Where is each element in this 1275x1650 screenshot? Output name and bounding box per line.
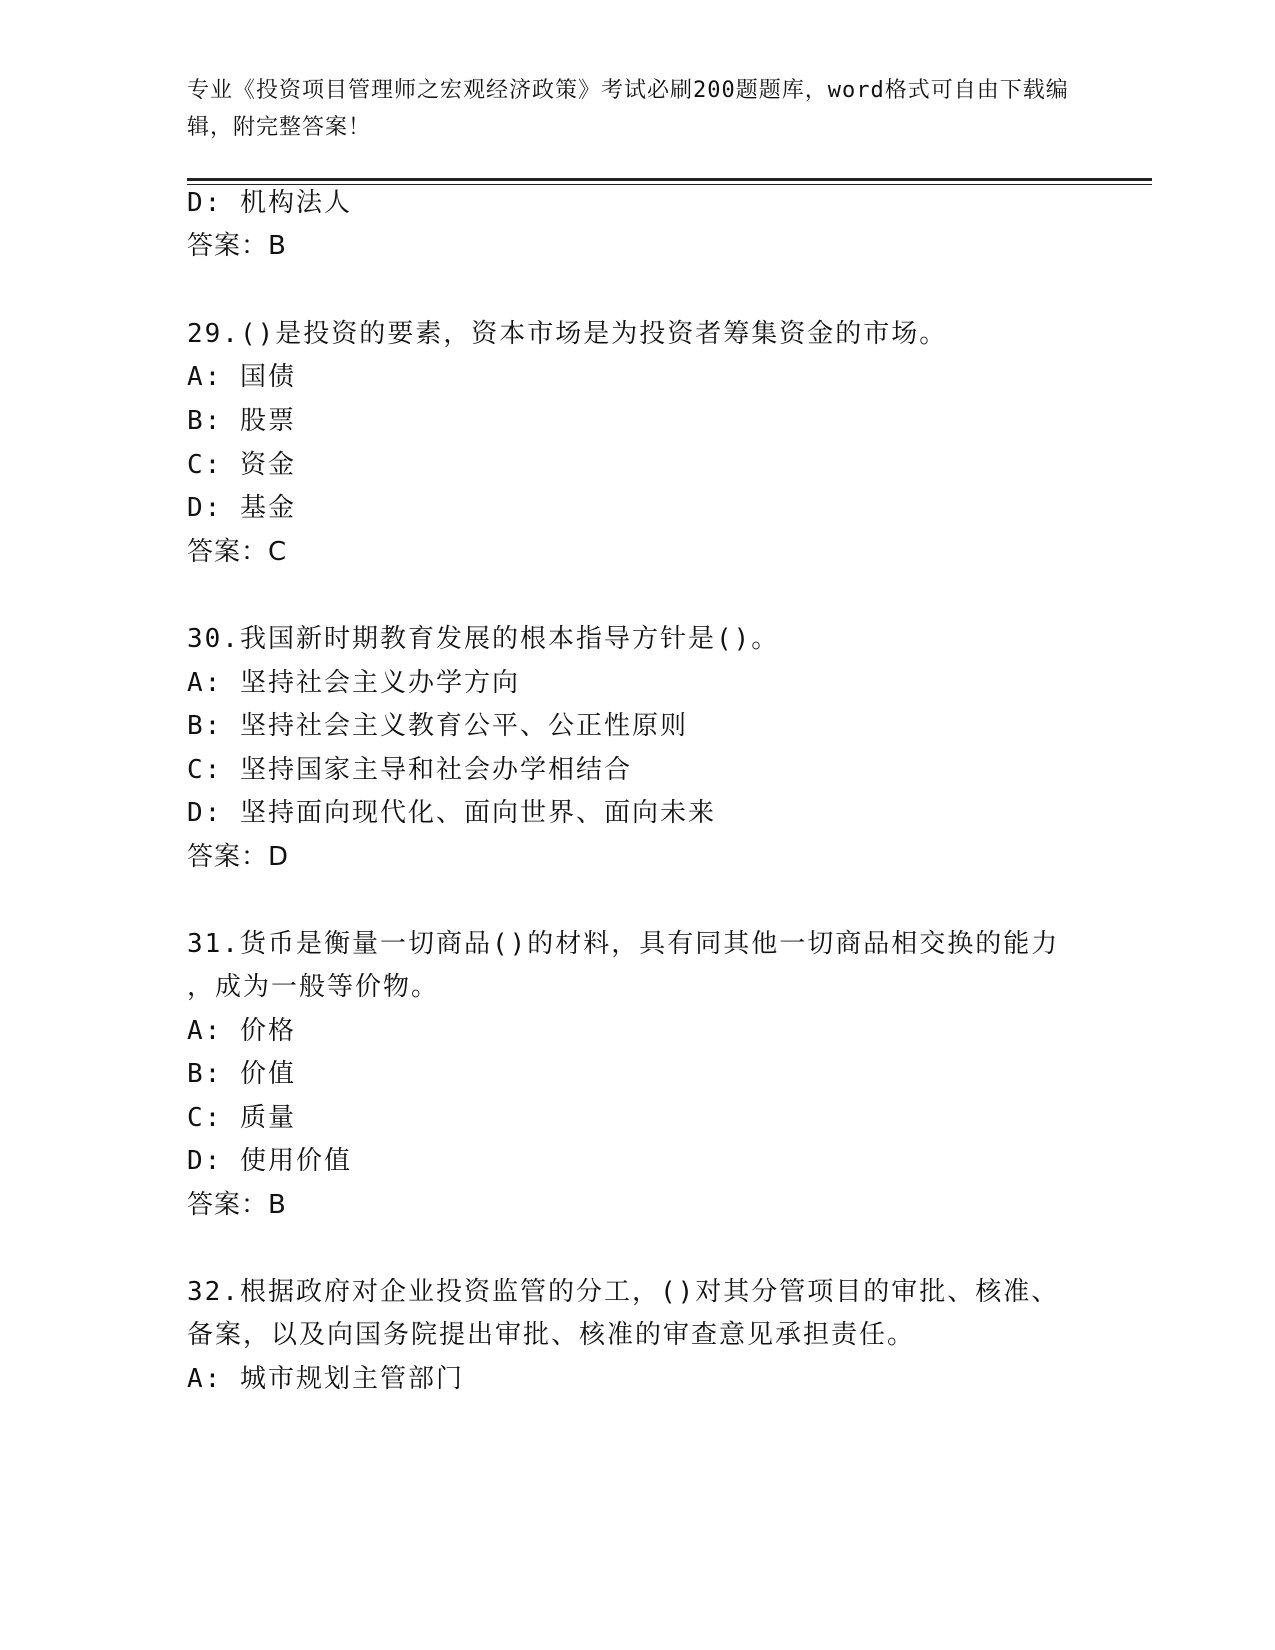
answer-31: 答案：B — [187, 1190, 287, 1220]
question-31-line-2: ，成为一般等价物。 — [187, 972, 440, 1002]
option-a-30: A: 坚持社会主义办学方向 — [187, 668, 520, 698]
answer-29: 答案：C — [187, 537, 288, 567]
header-divider-thick — [187, 178, 1152, 181]
answer-prev: 答案：B — [187, 231, 287, 261]
question-30: 30.我国新时期教育发展的根本指导方针是()。 — [187, 624, 780, 654]
question-32-line-1: 32.根据政府对企业投资监管的分工，()对其分管项目的审批、核准、 — [187, 1277, 1060, 1307]
document-header: 专业《投资项目管理师之宏观经济政策》考试必刷200题题库，word格式可自由下载编辑，附完整答案！ — [187, 78, 1069, 140]
option-d-29: D: 基金 — [187, 493, 296, 523]
header-divider-thin — [187, 184, 1152, 185]
option-d-31: D: 使用价值 — [187, 1146, 352, 1176]
answer-30: 答案：D — [187, 842, 290, 872]
option-c-31: C: 质量 — [187, 1103, 296, 1133]
question-29: 29.()是投资的要素，资本市场是为投资者筹集资金的市场。 — [187, 319, 948, 349]
option-d-30: D: 坚持面向现代化、面向世界、面向未来 — [187, 798, 716, 828]
question-31-line-1: 31.货币是衡量一切商品()的材料，具有同其他一切商品相交换的能力 — [187, 929, 1060, 959]
option-d-prev: D: 机构法人 — [187, 188, 352, 218]
option-c-30: C: 坚持国家主导和社会办学相结合 — [187, 755, 632, 785]
option-a-32: A: 城市规划主管部门 — [187, 1364, 464, 1394]
option-a-31: A: 价格 — [187, 1016, 296, 1046]
option-b-30: B: 坚持社会主义教育公平、公正性原则 — [187, 711, 688, 741]
option-b-31: B: 价值 — [187, 1059, 296, 1089]
option-c-29: C: 资金 — [187, 450, 296, 480]
question-32-line-2: 备案，以及向国务院提出审批、核准的审查意见承担责任。 — [187, 1320, 916, 1350]
option-a-29: A: 国债 — [187, 362, 296, 392]
option-b-29: B: 股票 — [187, 406, 296, 436]
